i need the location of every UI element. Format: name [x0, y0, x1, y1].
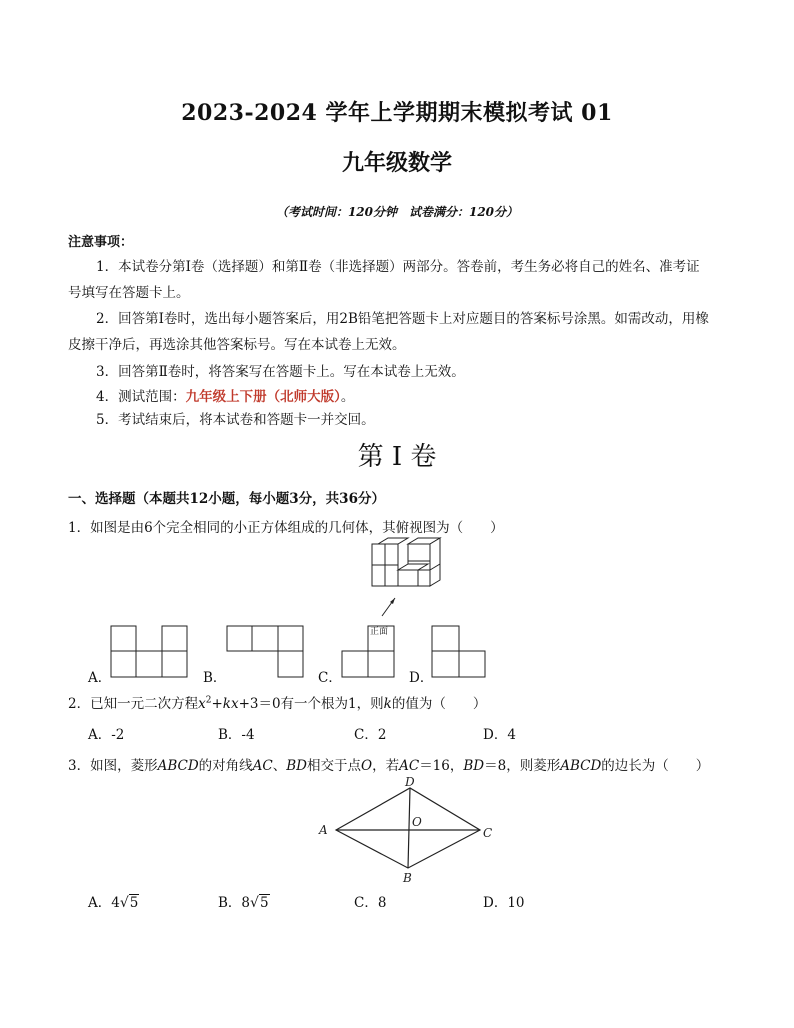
sqrt-symbol: √ — [250, 895, 259, 911]
q2-text-part: 的值为（ ） — [391, 696, 487, 712]
vertex-b-label: B — [403, 871, 412, 885]
q1-option-d-label: D． — [409, 670, 434, 686]
exam-title: 2023-2024 学年上学期期末模拟考试 01 — [181, 100, 613, 126]
q3-text-part: ＝8，则菱形 — [484, 758, 561, 774]
q3-var-o: O — [361, 758, 373, 774]
notice-heading: 注意事项： — [68, 235, 134, 250]
q3-text-part: 、 — [272, 758, 287, 774]
q2-option-b: B．-4 — [218, 727, 255, 743]
q3-var-ac: AC — [252, 758, 273, 774]
question-3-text — [68, 754, 709, 774]
q3-option-a-prefix: A．4 — [88, 895, 120, 911]
q3-var-bd: BD — [463, 758, 485, 774]
q1-option-b-label: B． — [203, 670, 227, 686]
notice-item-1b: 号填写在答题卡上。 — [68, 285, 190, 301]
q3-rhombus-figure — [314, 776, 498, 886]
q3-option-a-radicand: 5 — [129, 895, 139, 911]
q1-option-c-figure — [341, 625, 397, 679]
q2-text-part: + — [211, 696, 223, 712]
q1-option-a-label: A． — [88, 670, 112, 686]
notice-item-2b: 皮擦干净后，再选涂其他答案标号。写在本试卷上无效。 — [68, 337, 406, 353]
notice-item-4-prefix: 4．测试范围： — [96, 389, 186, 405]
section-heading: 一、选择题（本题共12小题，每小题3分，共36分） — [68, 491, 385, 507]
q3-text-part: 的对角线 — [198, 758, 253, 774]
vertex-d-label: D — [405, 776, 415, 789]
q3-option-a — [88, 891, 139, 911]
q2-option-c: C．2 — [354, 727, 387, 743]
notice-item-2a: 2．回答第Ⅰ卷时，选出每小题答案后，用2B铅笔把答题卡上对应题目的答案标号涂黑。如需改动，用橡 — [96, 311, 709, 327]
q2-text-part: +3＝0有一个根为1，则 — [238, 696, 384, 712]
q2-var-k: k — [383, 696, 392, 712]
q3-text-part: ＝16， — [419, 758, 464, 774]
notice-item-5: 5．考试结束后，将本试卷和答题卡一并交回。 — [96, 412, 375, 428]
notice-item-4 — [96, 388, 354, 406]
q1-option-a-figure — [110, 625, 190, 679]
q2-exponent: 2 — [205, 695, 212, 706]
q2-text-part: 2．已知一元二次方程 — [68, 696, 199, 712]
point-o-label: O — [412, 815, 422, 829]
q2-option-a: A．-2 — [88, 727, 125, 743]
q1-option-c-label: C． — [318, 670, 342, 686]
exam-info: （考试时间：120分钟 试卷满分：120分） — [275, 205, 519, 219]
q2-var-kx: kx — [222, 696, 239, 712]
q3-text-part: 相交于点 — [307, 758, 362, 774]
question-2-text — [68, 692, 486, 712]
q3-text-part: 的边长为（ ） — [601, 758, 710, 774]
q3-var-abcd: ABCD — [560, 758, 602, 774]
volume-title: 第 I 卷 — [357, 442, 437, 472]
question-1-text: 1．如图是由6个完全相同的小正方体组成的几何体，其俯视图为（ ） — [68, 520, 504, 536]
vertex-a-label: A — [319, 823, 328, 837]
exam-subtitle: 九年级数学 — [341, 150, 452, 176]
q3-option-b-prefix: B．8 — [218, 895, 251, 911]
q3-option-d: D．10 — [483, 895, 525, 911]
notice-item-1a: 1．本试卷分第Ⅰ卷（选择题）和第Ⅱ卷（非选择题）两部分。答卷前，考生务必将自己的姓名、准考证 — [96, 259, 700, 275]
vertex-c-label: C — [483, 826, 493, 840]
q3-var-ac: AC — [399, 758, 420, 774]
q1-option-b-figure — [226, 625, 306, 679]
notice-item-3: 3．回答第Ⅱ卷时，将答案写在答题卡上。写在本试卷上无效。 — [96, 364, 465, 380]
q3-var-bd: BD — [286, 758, 308, 774]
q3-text-part: ，若 — [372, 758, 400, 774]
q2-var-x: x — [198, 696, 206, 712]
q3-option-b-radicand: 5 — [259, 895, 269, 911]
notice-item-4-suffix: 。 — [340, 389, 355, 405]
q3-option-c: C．8 — [354, 895, 387, 911]
q3-option-b — [218, 891, 270, 911]
q1-option-d-figure — [431, 625, 489, 679]
q2-option-d: D．4 — [483, 727, 516, 743]
diagonal-bd — [408, 788, 410, 868]
q1-front-label: 正面 — [370, 627, 389, 637]
q3-var-abcd: ABCD — [157, 758, 199, 774]
test-range: 九年级上下册（北师大版） — [185, 389, 341, 405]
sqrt-symbol: √ — [119, 895, 129, 911]
q3-text-part: 3．如图，菱形 — [68, 758, 158, 774]
